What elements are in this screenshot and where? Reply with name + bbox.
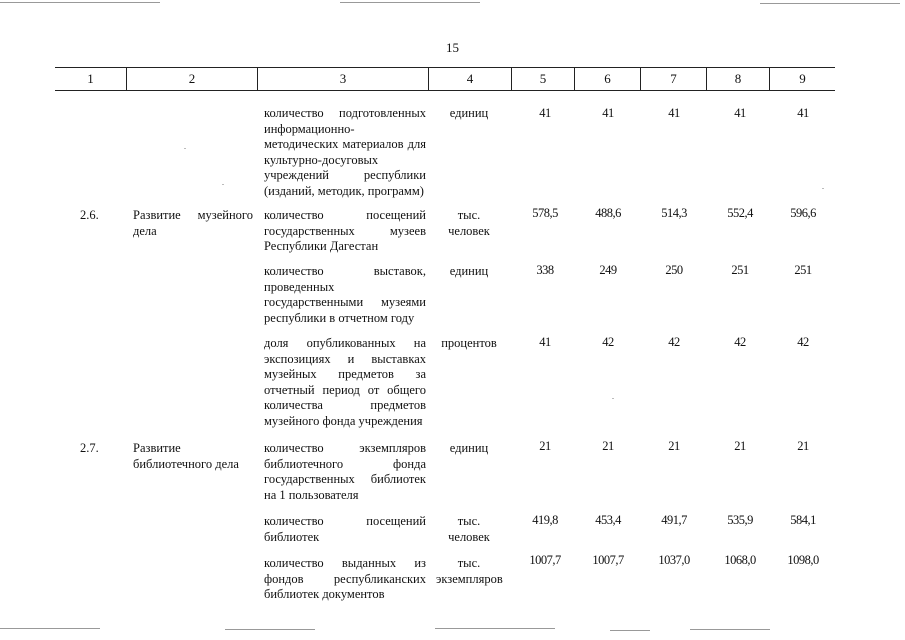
value-col-9: 42 <box>797 335 809 349</box>
value-col-9: 251 <box>794 263 812 277</box>
value-col-8: 42 <box>734 335 746 349</box>
unit-text: тыс. экземпляров <box>436 556 503 586</box>
value-col-8: 251 <box>731 263 749 277</box>
value-col-8: 21 <box>734 439 746 453</box>
header-col-3: 3 <box>258 68 429 90</box>
value-col-6: 21 <box>602 439 614 453</box>
header-col-6: 6 <box>575 68 641 90</box>
header-col-1: 1 <box>55 68 127 90</box>
value-col-6: 42 <box>602 335 614 349</box>
header-col-5: 5 <box>512 68 575 90</box>
value-col-5: 1007,7 <box>529 553 561 567</box>
scan-speck <box>222 184 224 185</box>
value-col-8: 535,9 <box>727 513 753 527</box>
scan-speck <box>822 188 824 189</box>
value-col-5: 21 <box>539 439 551 453</box>
scan-speck <box>612 398 614 399</box>
indicator-text: количество посещений государственных музеев Республики Дагестан <box>264 208 426 253</box>
unit-text: единиц <box>449 441 489 455</box>
value-col-7: 514,3 <box>661 206 687 220</box>
value-col-5: 578,5 <box>532 206 558 220</box>
unit-text: единиц <box>449 106 489 120</box>
scan-edge-bottom <box>0 628 100 629</box>
value-col-7: 21 <box>668 439 680 453</box>
value-col-9: 21 <box>797 439 809 453</box>
scan-edge-bottom <box>690 629 770 630</box>
section-code: 2.7. <box>80 441 99 455</box>
value-col-9: 584,1 <box>790 513 816 527</box>
value-col-7: 42 <box>668 335 680 349</box>
value-col-6: 249 <box>599 263 617 277</box>
value-col-5: 419,8 <box>532 513 558 527</box>
unit-text: тыс. человек <box>448 208 490 238</box>
value-col-5: 41 <box>539 335 551 349</box>
scan-edge-top <box>0 2 160 3</box>
value-col-5: 338 <box>536 263 554 277</box>
value-col-9: 596,6 <box>790 206 816 220</box>
header-col-2: 2 <box>127 68 258 90</box>
unit-text: тыс. человек <box>448 514 490 544</box>
indicator-text: количество выданных из фондов республиканских библиотек документов <box>264 556 426 601</box>
scan-edge-top <box>340 2 480 3</box>
value-col-5: 41 <box>539 106 551 120</box>
value-col-6: 41 <box>602 106 614 120</box>
page-number: 15 <box>446 40 459 55</box>
scan-edge-bottom <box>225 629 315 630</box>
value-col-9: 1098,0 <box>787 553 819 567</box>
value-col-8: 552,4 <box>727 206 753 220</box>
value-col-8: 41 <box>734 106 746 120</box>
value-col-7: 491,7 <box>661 513 687 527</box>
section-title: Развитие музейного дела <box>133 208 253 238</box>
value-col-6: 453,4 <box>595 513 621 527</box>
indicator-text: доля опубликованных на экспозициях и выставках музейных предметов за отчетный период от общего количества предметов музейного фонда учреждения <box>264 336 426 428</box>
scan-edge-top <box>760 3 900 4</box>
scan-edge-bottom <box>610 630 650 631</box>
scan-speck <box>184 148 186 149</box>
unit-text: процентов <box>441 336 497 350</box>
value-col-7: 1037,0 <box>658 553 690 567</box>
indicator-text: количество посещений библиотек <box>264 514 426 544</box>
indicator-text: количество экземпляров библиотечного фонда государственных библиотек на 1 пользователя <box>264 441 426 502</box>
indicator-text: количество подготовленных информационно-методических материалов для культурно-досуговых учреждений республики (изданий, методик, программ) <box>264 106 426 198</box>
value-col-7: 41 <box>668 106 680 120</box>
table-header-bottom-rule <box>55 90 835 91</box>
unit-text: единиц <box>449 264 489 278</box>
value-col-8: 1068,0 <box>724 553 756 567</box>
section-code: 2.6. <box>80 208 99 222</box>
section-title: Развитие библиотечного дела <box>133 441 239 471</box>
value-col-6: 1007,7 <box>592 553 624 567</box>
value-col-9: 41 <box>797 106 809 120</box>
value-col-6: 488,6 <box>595 206 621 220</box>
value-col-7: 250 <box>665 263 683 277</box>
header-col-9: 9 <box>799 71 806 86</box>
scan-edge-bottom <box>435 628 555 629</box>
header-col-4: 4 <box>429 68 512 90</box>
header-col-7: 7 <box>641 68 707 90</box>
header-col-8: 8 <box>707 68 770 90</box>
indicator-text: количество выставок, проведенных государственными музеями республики в отчетном году <box>264 264 426 325</box>
